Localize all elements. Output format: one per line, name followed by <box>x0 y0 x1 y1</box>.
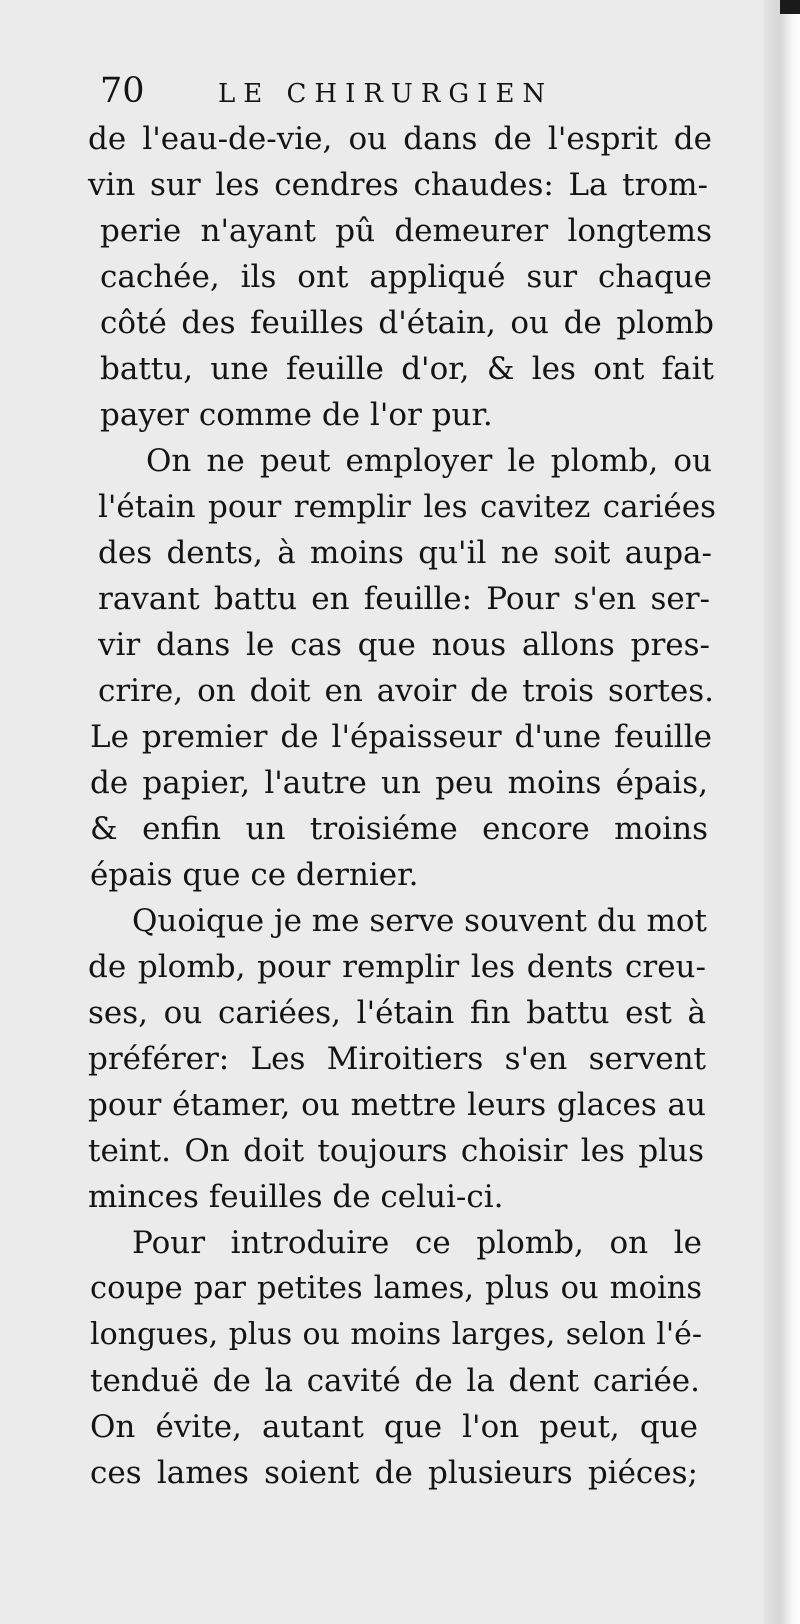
text-line: Le premier de l'épaisseur d'une feuille <box>90 719 712 755</box>
text-line: coupe par petites lames, plus ou moins <box>90 1271 702 1306</box>
body-text <box>88 116 728 1496</box>
text-line: On ne peut employer le plomb, ou <box>146 443 712 479</box>
text-line: perie n'ayant pû demeurer longtems <box>100 213 712 249</box>
text-line: vir dans le cas que nous allons pres- <box>98 627 710 663</box>
text-line: payer comme de l'or pur. <box>100 397 493 433</box>
text-line: Quoique je me serve souvent du mot <box>132 903 708 939</box>
page-header <box>100 66 660 116</box>
text-line: préférer: Les Miroitiers s'en servent <box>88 1041 706 1077</box>
text-line: de papier, l'autre un peu moins épais, <box>90 765 708 801</box>
text-line: Pour introduire ce plomb, on le <box>132 1225 702 1261</box>
text-line: battu, une feuille d'or, & les ont fait <box>100 351 714 387</box>
text-line: ses, ou cariées, l'étain fin battu est à <box>88 995 706 1031</box>
text-line: vin sur les cendres chaudes: La trom- <box>88 167 708 203</box>
page-edge-shadow <box>764 0 800 1624</box>
page-corner-dark <box>780 0 800 14</box>
text-line: teint. On doit toujours choisir les plus <box>88 1133 704 1169</box>
text-line: pour étamer, ou mettre leurs glaces au <box>88 1087 706 1123</box>
text-line: crire, on doit en avoir de trois sortes. <box>98 673 714 709</box>
page-number: 70 <box>100 71 145 111</box>
text-line: tenduë de la cavité de la dent cariée. <box>90 1363 700 1399</box>
text-line: épais que ce dernier. <box>90 857 419 893</box>
text-line: de l'eau-de-vie, ou dans de l'esprit de <box>88 121 712 157</box>
text-line: ravant battu en feuille: Pour s'en ser- <box>98 581 710 617</box>
text-line: longues, plus ou moins larges, selon l'é- <box>90 1317 702 1352</box>
text-line: des dents, à moins qu'il ne soit aupa- <box>98 535 712 571</box>
text-line: l'étain pour remplir les cavitez cariées <box>98 489 716 525</box>
text-line: côté des feuilles d'étain, ou de plomb <box>100 305 714 341</box>
text-line: minces feuilles de celui-ci. <box>88 1179 504 1215</box>
text-line: de plomb, pour remplir les dents creu- <box>88 949 706 985</box>
text-line: & enfin un troisiéme encore moins <box>90 811 708 847</box>
text-line: On évite, autant que l'on peut, que <box>90 1409 698 1445</box>
text-line: ces lames soient de plusieurs piéces; <box>90 1455 698 1491</box>
running-head: LE CHIRURGIEN <box>218 79 554 109</box>
text-line: cachée, ils ont appliqué sur chaque <box>100 259 712 295</box>
